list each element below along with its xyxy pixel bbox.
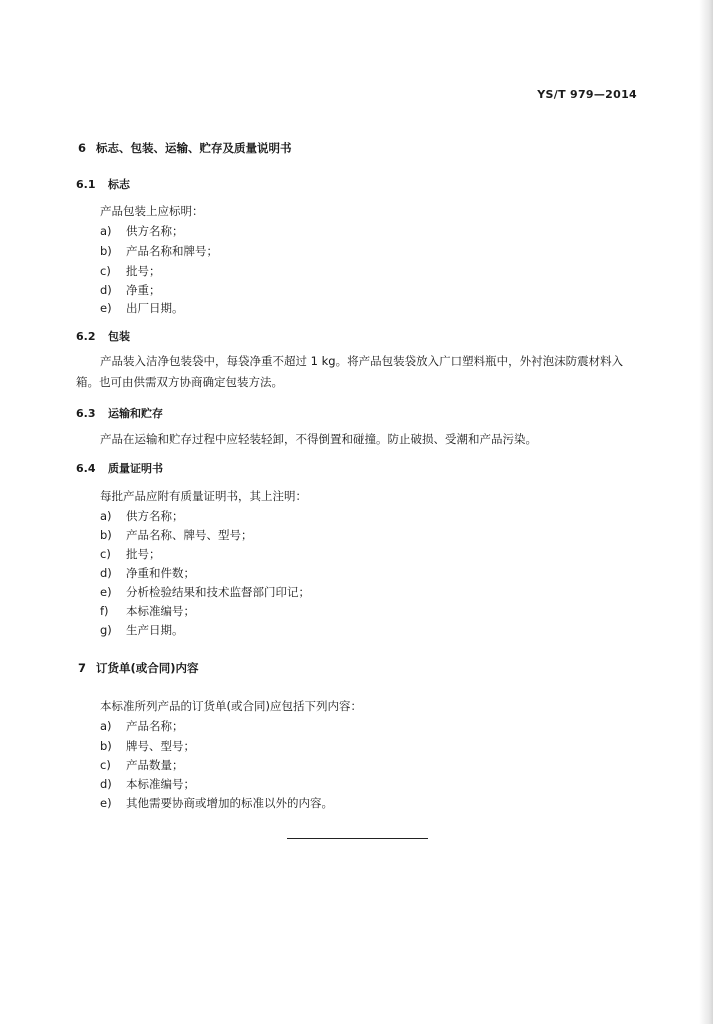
list-marker: a) bbox=[100, 719, 112, 733]
section-title: 包装 bbox=[108, 330, 130, 343]
list-item bbox=[100, 546, 161, 562]
list-text: 产品名称和牌号； bbox=[126, 244, 218, 258]
section-6-2-heading bbox=[76, 328, 130, 344]
list-marker: e) bbox=[100, 301, 112, 315]
section-number: 6.4 bbox=[76, 462, 96, 475]
list-item bbox=[100, 603, 195, 619]
list-item bbox=[100, 263, 161, 279]
section-7-heading bbox=[78, 660, 199, 676]
section-title: 订货单(或合同)内容 bbox=[96, 661, 199, 675]
list-text: 净重和件数； bbox=[126, 566, 195, 580]
list-marker: e) bbox=[100, 585, 112, 599]
section-title: 标志、包装、运输、贮存及质量说明书 bbox=[96, 141, 292, 155]
list-marker: c) bbox=[100, 264, 111, 278]
section-title: 质量证明书 bbox=[108, 462, 163, 475]
section-number: 6.2 bbox=[76, 330, 96, 343]
list-text: 本标准编号； bbox=[126, 604, 195, 618]
list-marker: d) bbox=[100, 777, 112, 791]
list-text: 其他需要协商或增加的标准以外的内容。 bbox=[126, 796, 333, 810]
end-of-document-rule bbox=[287, 838, 428, 839]
section-6-heading bbox=[78, 140, 292, 156]
list-text: 本标准编号； bbox=[126, 777, 195, 791]
list-marker: b) bbox=[100, 528, 112, 542]
list-marker: d) bbox=[100, 566, 112, 580]
list-text: 供方名称； bbox=[126, 224, 184, 238]
section-number: 6 bbox=[78, 141, 87, 155]
list-text: 批号； bbox=[126, 547, 161, 561]
list-item bbox=[100, 300, 184, 316]
list-text: 出厂日期。 bbox=[126, 301, 184, 315]
section-title: 标志 bbox=[108, 178, 130, 191]
list-item bbox=[100, 622, 184, 638]
list-item bbox=[100, 282, 161, 298]
list-marker: c) bbox=[100, 758, 111, 772]
list-marker: d) bbox=[100, 283, 112, 297]
section-6-1-heading bbox=[76, 176, 130, 192]
list-item bbox=[100, 565, 195, 581]
section-6-2-text: 产品装入洁净包装袋中，每袋净重不超过 1 kg。将产品包装袋放入广口塑料瓶中，外衬泡沫防震材料入箱。也可由供需双方协商确定包装方法。 bbox=[76, 354, 624, 389]
list-marker: b) bbox=[100, 244, 112, 258]
list-text: 产品数量； bbox=[126, 758, 184, 772]
list-marker: a) bbox=[100, 224, 112, 238]
section-7-intro: 本标准所列产品的订货单(或合同)应包括下列内容： bbox=[100, 699, 362, 713]
section-6-3-heading bbox=[76, 405, 163, 421]
section-number: 7 bbox=[78, 661, 87, 675]
list-item bbox=[100, 718, 184, 734]
standard-number: YS/T 979—2014 bbox=[537, 88, 637, 101]
section-6-1-intro: 产品包装上应标明： bbox=[100, 204, 204, 218]
list-marker: b) bbox=[100, 739, 112, 753]
list-marker: e) bbox=[100, 796, 112, 810]
list-item bbox=[100, 584, 310, 600]
list-text: 净重； bbox=[126, 283, 161, 297]
list-text: 供方名称； bbox=[126, 509, 184, 523]
section-title: 运输和贮存 bbox=[108, 407, 163, 420]
list-marker: c) bbox=[100, 547, 111, 561]
list-item bbox=[100, 738, 195, 754]
list-item bbox=[100, 508, 184, 524]
section-number: 6.1 bbox=[76, 178, 96, 191]
section-6-4-intro: 每批产品应附有质量证明书，其上注明： bbox=[100, 489, 307, 503]
list-marker: g) bbox=[100, 623, 112, 637]
list-text: 产品名称、牌号、型号； bbox=[126, 528, 253, 542]
list-item bbox=[100, 776, 195, 792]
list-marker: f) bbox=[100, 604, 109, 618]
page-edge-shadow bbox=[699, 0, 713, 1024]
section-6-4-heading bbox=[76, 460, 163, 476]
section-6-3-text: 产品在运输和贮存过程中应轻装轻卸，不得倒置和碰撞。防止破损、受潮和产品污染。 bbox=[100, 432, 537, 446]
list-item bbox=[100, 527, 253, 543]
list-marker: a) bbox=[100, 509, 112, 523]
list-text: 生产日期。 bbox=[126, 623, 184, 637]
list-item bbox=[100, 757, 184, 773]
list-text: 批号； bbox=[126, 264, 161, 278]
list-text: 分析检验结果和技术监督部门印记； bbox=[126, 585, 310, 599]
list-text: 产品名称； bbox=[126, 719, 184, 733]
list-item bbox=[100, 795, 333, 811]
list-item bbox=[100, 223, 184, 239]
list-item bbox=[100, 243, 218, 259]
section-number: 6.3 bbox=[76, 407, 96, 420]
list-text: 牌号、型号； bbox=[126, 739, 195, 753]
